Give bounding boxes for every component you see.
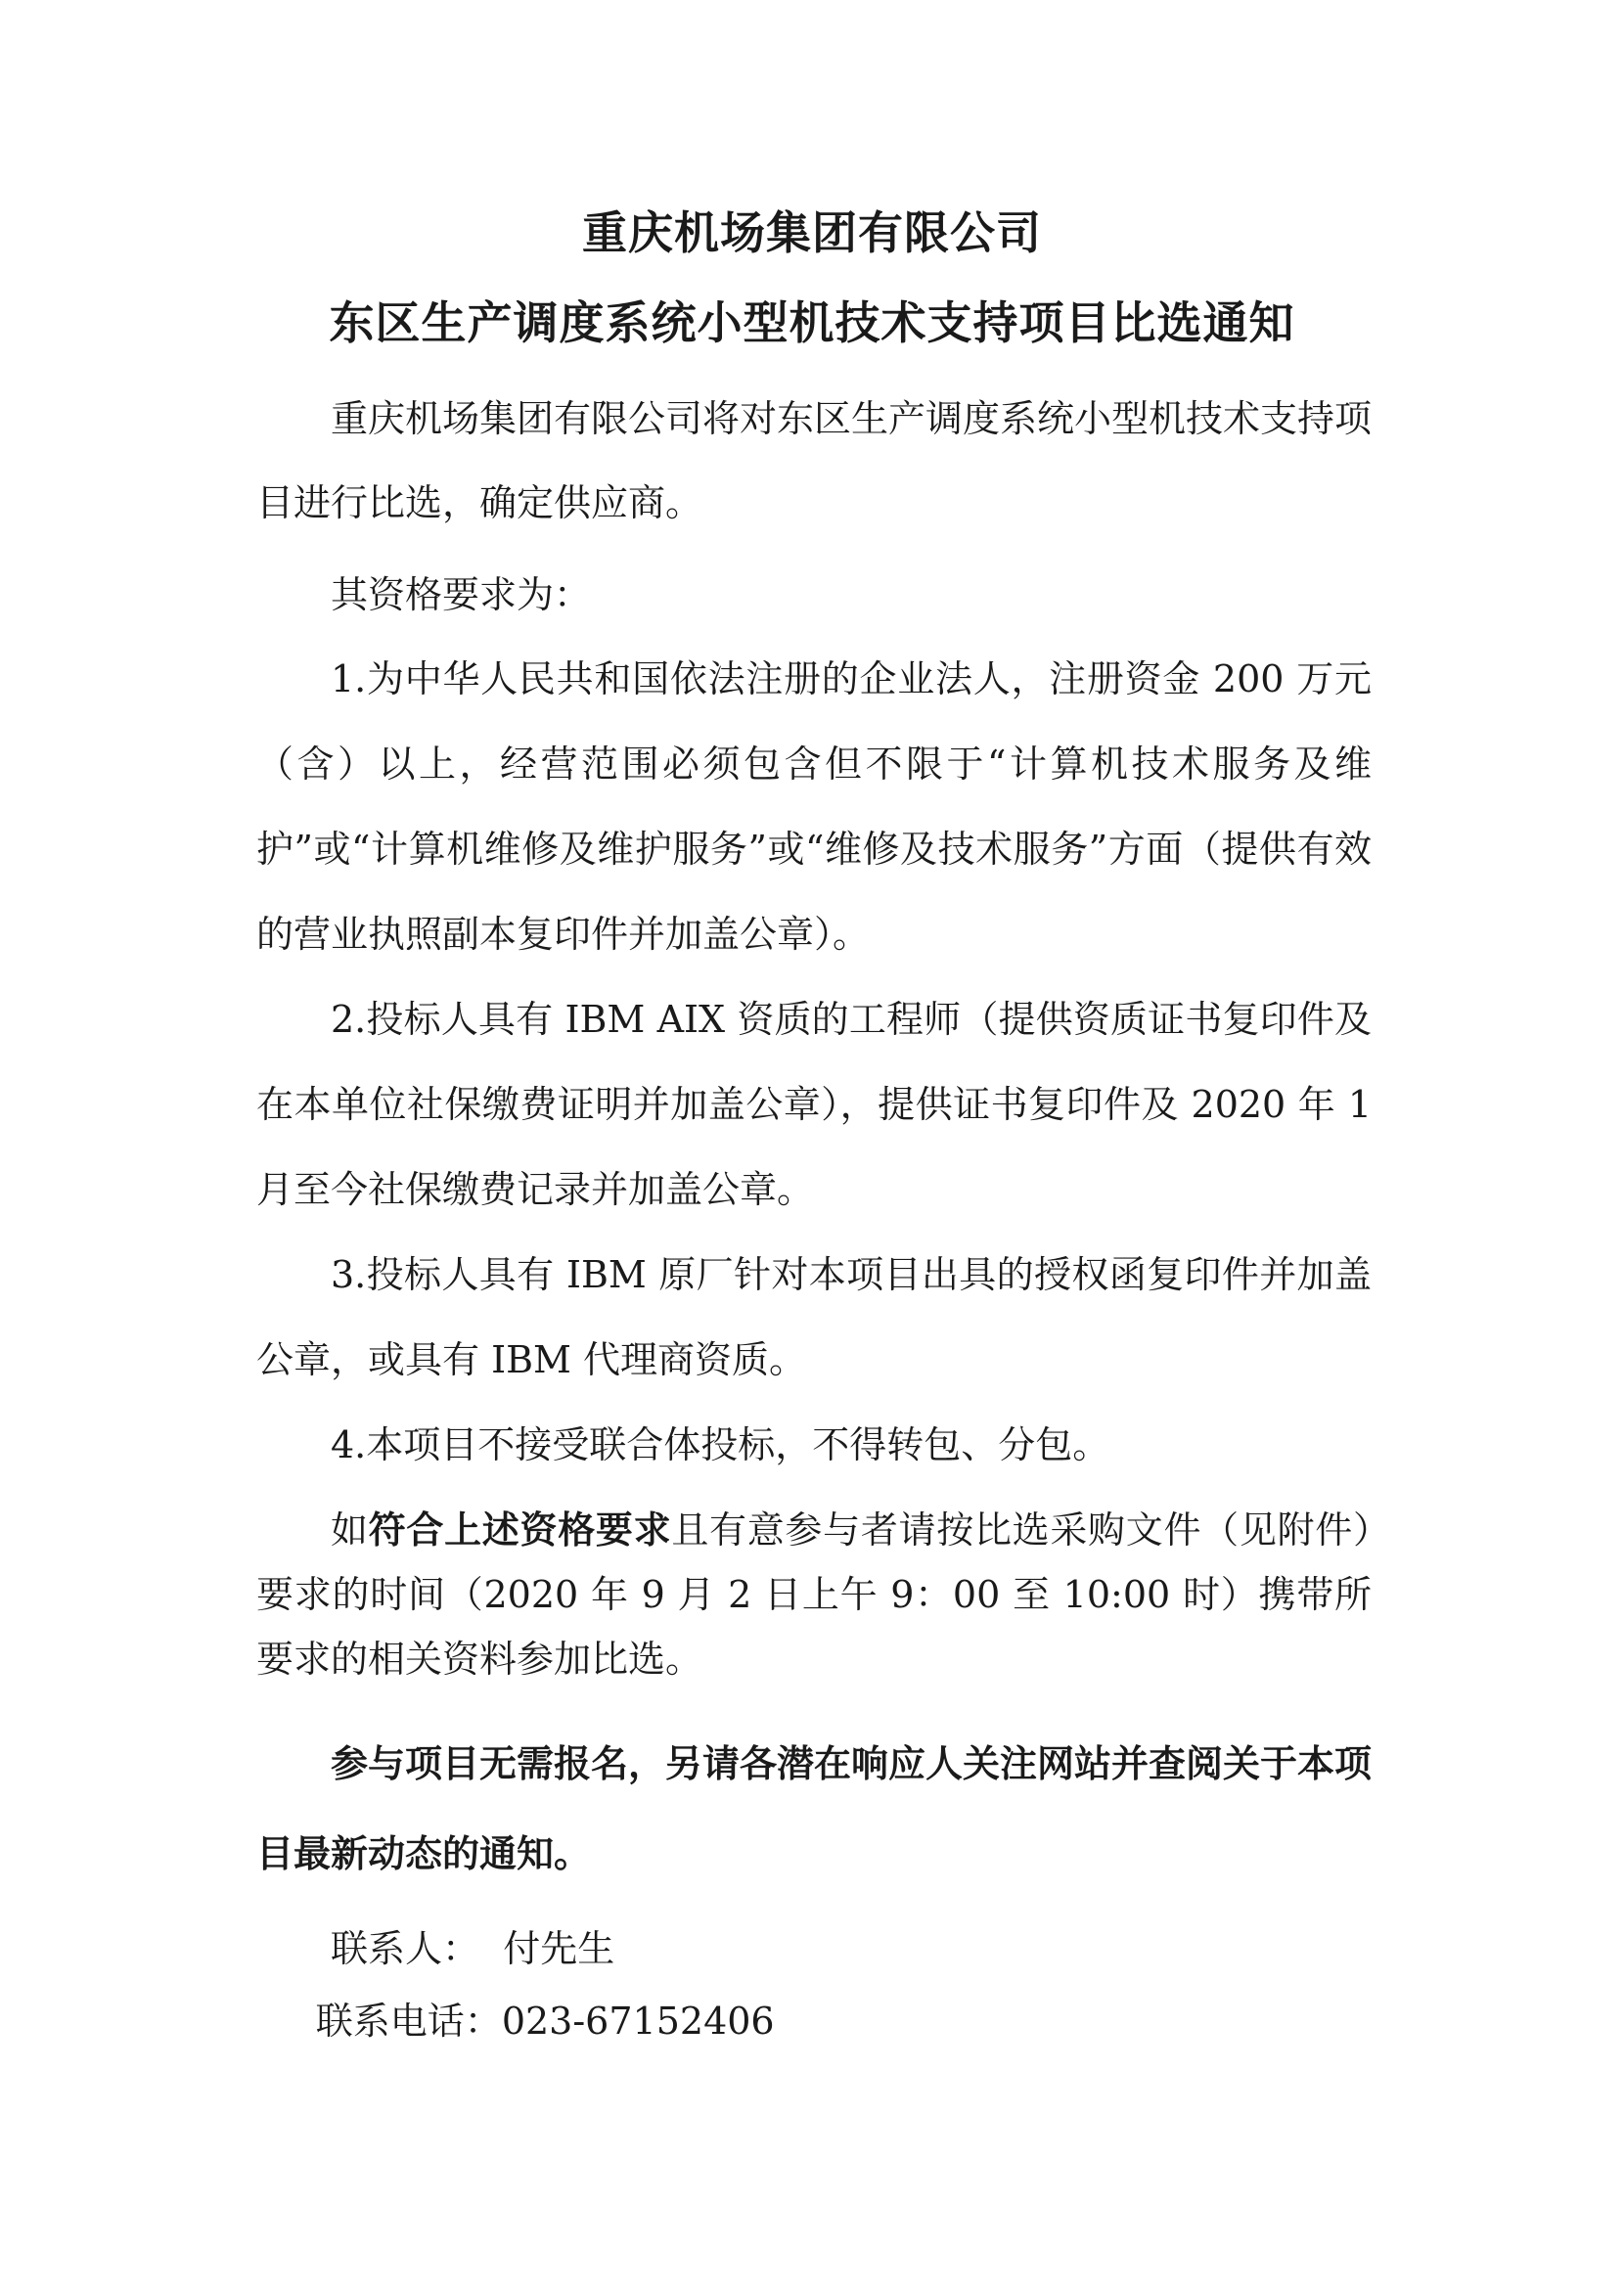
participation-rest: 且有意参与者请按比选采购文件（见附件）要求的时间（2020 年 9 月 2 日上午 9：00 至 10:00 时）携带所要求的相关资料参加比选。 [256,1508,1372,1681]
contact-person-line [256,1912,1372,1985]
intro-paragraph: 重庆机场集团有限公司将对东区生产调度系统小型机技术支持项目进行比选，确定供应商。 [256,397,1373,524]
notice-body [256,377,1372,2057]
contact-phone-label: 联系电话： [315,2000,502,2043]
participation-bold-text: 符合上述资格要求 [368,1508,672,1552]
participation-prefix: 如 [331,1508,369,1552]
organization-title: 重庆机场集团有限公司 [582,206,1042,259]
contact-phone-number: 023-67152406 [501,2000,775,2043]
requirement-item-2: 2.投标人具有 IBM AIX 资质的工程师（提供资质证书复印件及在本单位社保缴费证明并加盖公章），提供证书复印件及 2020 年 1 月至今社保缴费记录并加盖公章。 [256,998,1372,1211]
participation-paragraph [256,1498,1372,1691]
contact-phone-line [256,1985,1372,2057]
requirements-heading: 其资格要求为： [331,573,592,616]
notice-title: 东区生产调度系统小型机技术支持项目比选通知 [329,296,1295,349]
registration-notice: 参与项目无需报名，另请各潜在响应人关注网站并查阅关于本项目最新动态的通知。 [256,1742,1373,1875]
contact-person-name: 付先生 [503,1927,615,1970]
requirement-item-4: 4.本项目不接受联合体投标，不得转包、分包。 [331,1423,1110,1466]
requirement-item-3: 3.投标人具有 IBM 原厂针对本项目出具的授权函复印件并加盖公章，或具有 IBM 代理商资质。 [256,1253,1372,1381]
requirement-item-1: 1.为中华人民共和国依法注册的企业法人，注册资金 200 万元（含）以上，经营范围必须包含但不限于“计算机技术服务及维护”或“计算机维修及维护服务”或“维修及技术服务”方面（提供有效的营业执照副本复印件并加盖公章）。 [256,657,1372,956]
contact-person-label: 联系人： [331,1927,480,1970]
